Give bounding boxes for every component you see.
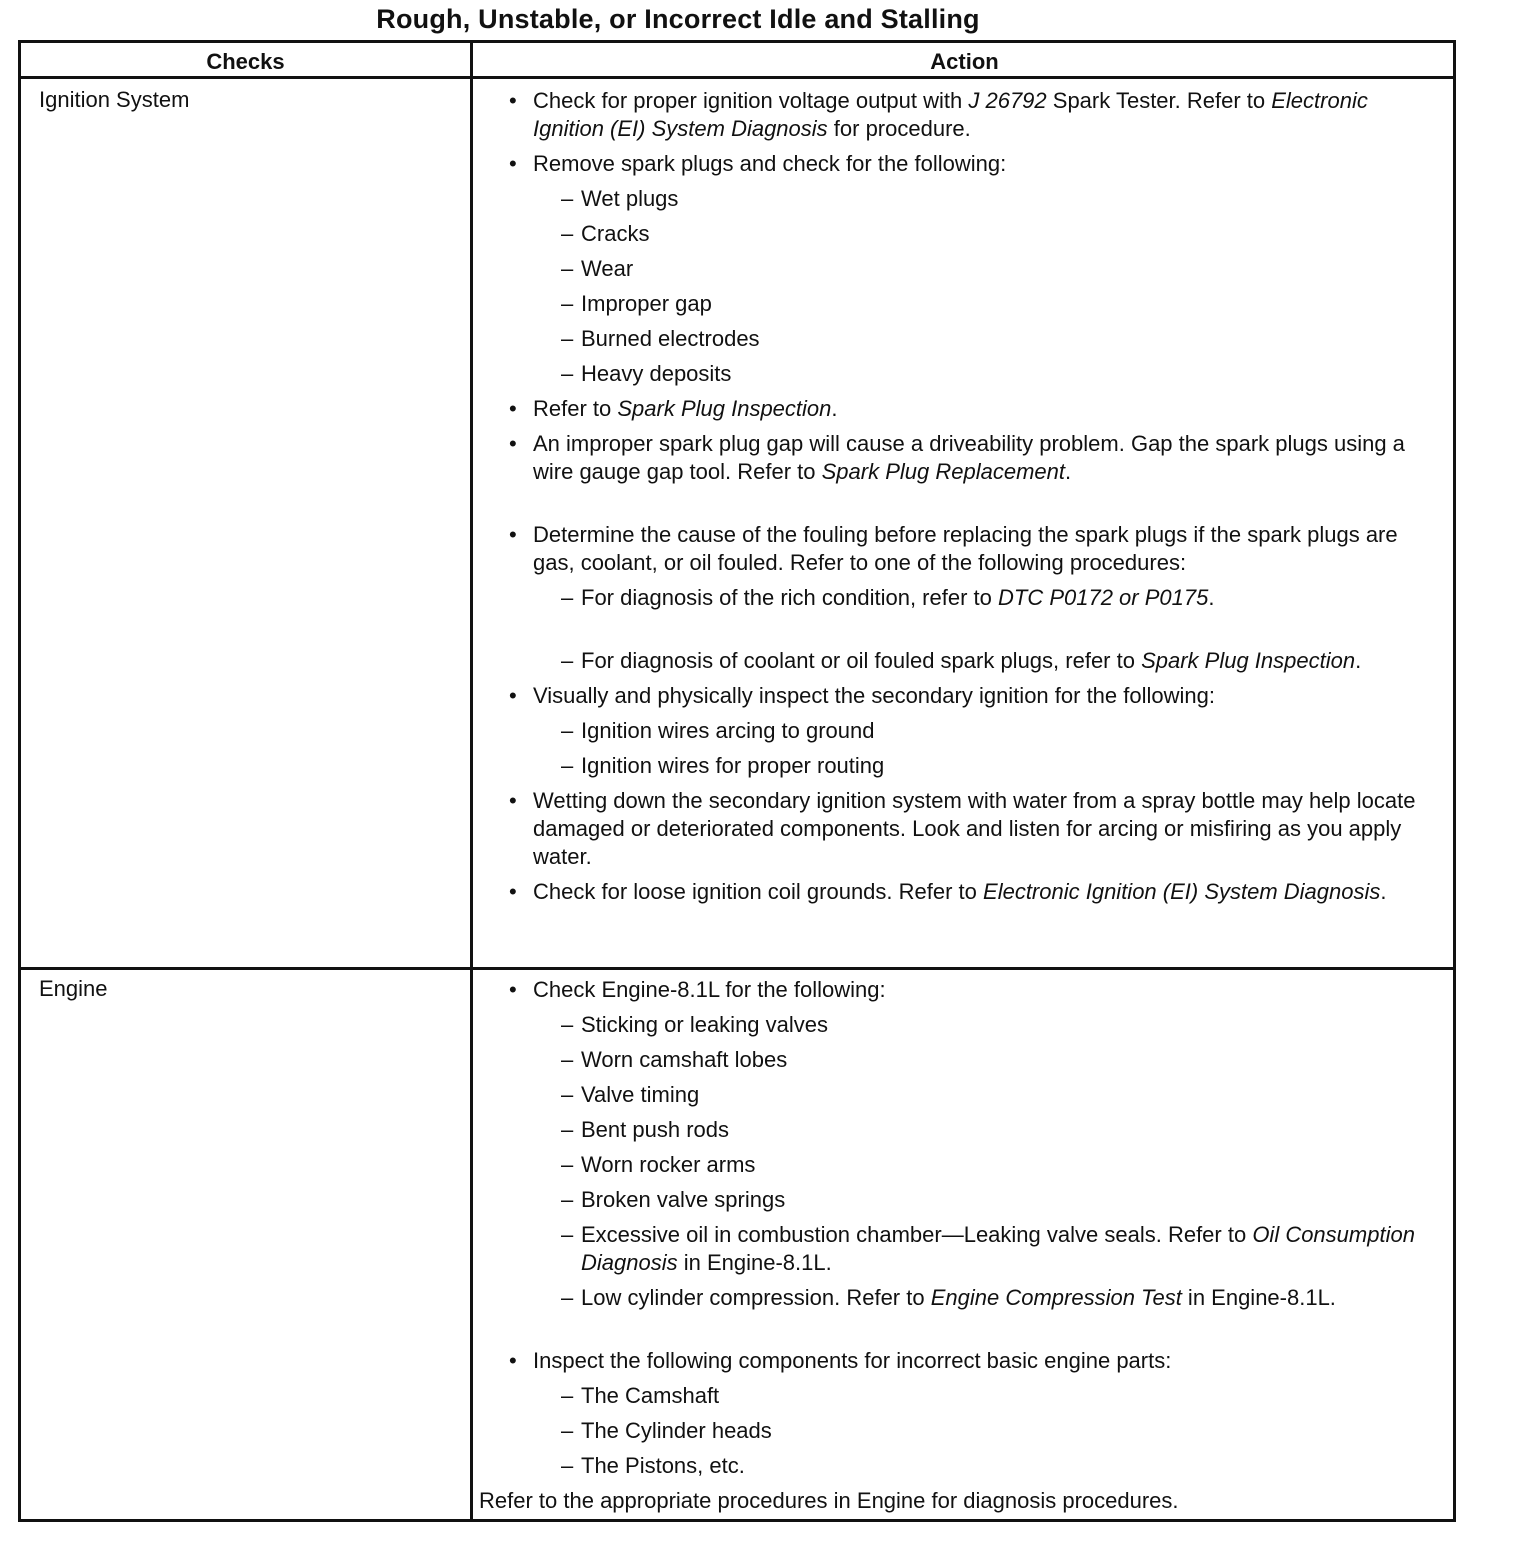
item-text: Broken valve springs (581, 1187, 786, 1212)
item-text: Low cylinder compression. Refer to (581, 1285, 931, 1310)
sub-item (485, 1284, 1435, 1312)
item-text: . (831, 396, 838, 421)
sub-item (485, 360, 1435, 388)
sub-item (485, 584, 1435, 612)
page-title: Rough, Unstable, or Incorrect Idle and Stalling (376, 4, 980, 34)
sub-item (485, 1452, 1435, 1480)
item-text: Visually and physically inspect the secondary ignition for the following: (533, 683, 1215, 708)
item-text: Check Engine-8.1L for the following: (533, 977, 886, 1002)
item-text: for procedure. (827, 116, 971, 141)
item-text: Burned electrodes (581, 326, 760, 351)
item-text: Remove spark plugs and check for the following: (533, 151, 1007, 176)
sub-item (485, 325, 1435, 353)
sub-item (485, 752, 1435, 780)
sub-item (485, 1011, 1435, 1039)
reference-text: Engine Compression Test (930, 1285, 1182, 1310)
item-text: For diagnosis of the rich condition, refer to (581, 585, 998, 610)
reference-text: Oil Consumption Diagnosis (581, 1222, 1415, 1275)
bullet-item (485, 521, 1435, 577)
bullet-item (485, 430, 1435, 486)
item-text: Ignition wires arcing to ground (581, 718, 875, 743)
bullet-item (485, 1347, 1435, 1375)
item-text: . (1380, 879, 1387, 904)
sub-item (485, 1186, 1435, 1214)
reference-text: Spark Plug Inspection (617, 396, 832, 421)
check-engine: Engine (39, 976, 108, 1001)
item-text: . (1208, 585, 1215, 610)
item-text: in Engine-8.1L. (677, 1250, 832, 1275)
item-text: Worn camshaft lobes (581, 1047, 788, 1072)
item-text: Sticking or leaking valves (581, 1012, 829, 1037)
sub-item (485, 255, 1435, 283)
row-divider (21, 967, 1453, 970)
sub-item (485, 1116, 1435, 1144)
item-text: Refer to the appropriate procedures in Engine for diagnosis procedures. (479, 1488, 1179, 1513)
bullet-item (485, 976, 1435, 1004)
item-text: For diagnosis of coolant or oil fouled spark plugs, refer to (581, 648, 1142, 673)
item-text: The Camshaft (581, 1383, 720, 1408)
item-text: Spark Tester. Refer to (1046, 88, 1272, 113)
header-checks: Checks (206, 49, 285, 74)
check-ignition-system: Ignition System (39, 87, 190, 112)
sub-item (485, 717, 1435, 745)
item-text: . (1064, 459, 1072, 484)
item-text: Ignition wires for proper routing (581, 753, 885, 778)
spacer (485, 619, 1435, 647)
item-text: Check for loose ignition coil grounds. Refer to (533, 879, 984, 904)
bullet-item (485, 682, 1435, 710)
spacer (485, 1319, 1435, 1347)
bullet-item (485, 150, 1435, 178)
reference-text: Electronic Ignition (EI) System Diagnosis (533, 88, 1368, 141)
item-text: Determine the cause of the fouling before replacing the spark plugs if the spark plugs are gas, coolant, or oil fouled. Refer to one of the following procedures: (533, 522, 1398, 575)
item-text: Check for proper ignition voltage output with (533, 88, 969, 113)
item-text: Bent push rods (581, 1117, 729, 1142)
sub-item (485, 1417, 1435, 1445)
sub-item (485, 1046, 1435, 1074)
header-action: Action (930, 49, 999, 74)
reference-text: Spark Plug Replacement (821, 459, 1065, 484)
item-text: Worn rocker arms (581, 1152, 756, 1177)
item-text: Cracks (581, 221, 650, 246)
spacer (485, 493, 1435, 521)
reference-text: Spark Plug Inspection (1141, 648, 1356, 673)
bullet-item (485, 87, 1435, 143)
item-text: Excessive oil in combustion chamber—Leaking valve seals. Refer to (581, 1222, 1253, 1247)
item-text: Wear (581, 256, 634, 281)
item-text: Refer to (533, 396, 618, 421)
item-text: The Cylinder heads (581, 1418, 772, 1443)
sub-item (485, 1382, 1435, 1410)
reference-text: J 26792 (968, 88, 1047, 113)
column-divider (470, 43, 473, 1519)
sub-item (485, 290, 1435, 318)
header-divider (21, 76, 1453, 79)
sub-item (485, 185, 1435, 213)
reference-text: DTC P0172 or P0175 (998, 585, 1209, 610)
note-text (479, 1487, 1435, 1515)
item-text: Improper gap (581, 291, 712, 316)
bullet-item (485, 878, 1435, 906)
sub-item (485, 220, 1435, 248)
item-text: in Engine-8.1L. (1181, 1285, 1336, 1310)
item-text: Inspect the following components for incorrect basic engine parts: (533, 1348, 1172, 1373)
bullet-item (485, 395, 1435, 423)
item-text: Wet plugs (581, 186, 679, 211)
action-engine (479, 976, 1435, 1515)
reference-text: Electronic Ignition (EI) System Diagnosis (983, 879, 1381, 904)
sub-item (485, 1221, 1435, 1277)
action-ignition-system (485, 87, 1435, 913)
sub-item (485, 1081, 1435, 1109)
bullet-item (485, 787, 1435, 871)
sub-item (485, 1151, 1435, 1179)
item-text: The Pistons, etc. (581, 1453, 745, 1478)
item-text: Valve timing (581, 1082, 700, 1107)
diagnosis-table (18, 40, 1456, 1522)
item-text: Heavy deposits (581, 361, 732, 386)
item-text: An improper spark plug gap will cause a driveability problem. Gap the spark plugs using a wire gauge gap tool. Refer to (533, 431, 1405, 484)
sub-item (485, 647, 1435, 675)
item-text: . (1355, 648, 1362, 673)
item-text: Wetting down the secondary ignition system with water from a spray bottle may help locate damaged or deteriorated components. Look and listen for arcing or misfiring as you apply water. (533, 788, 1416, 869)
